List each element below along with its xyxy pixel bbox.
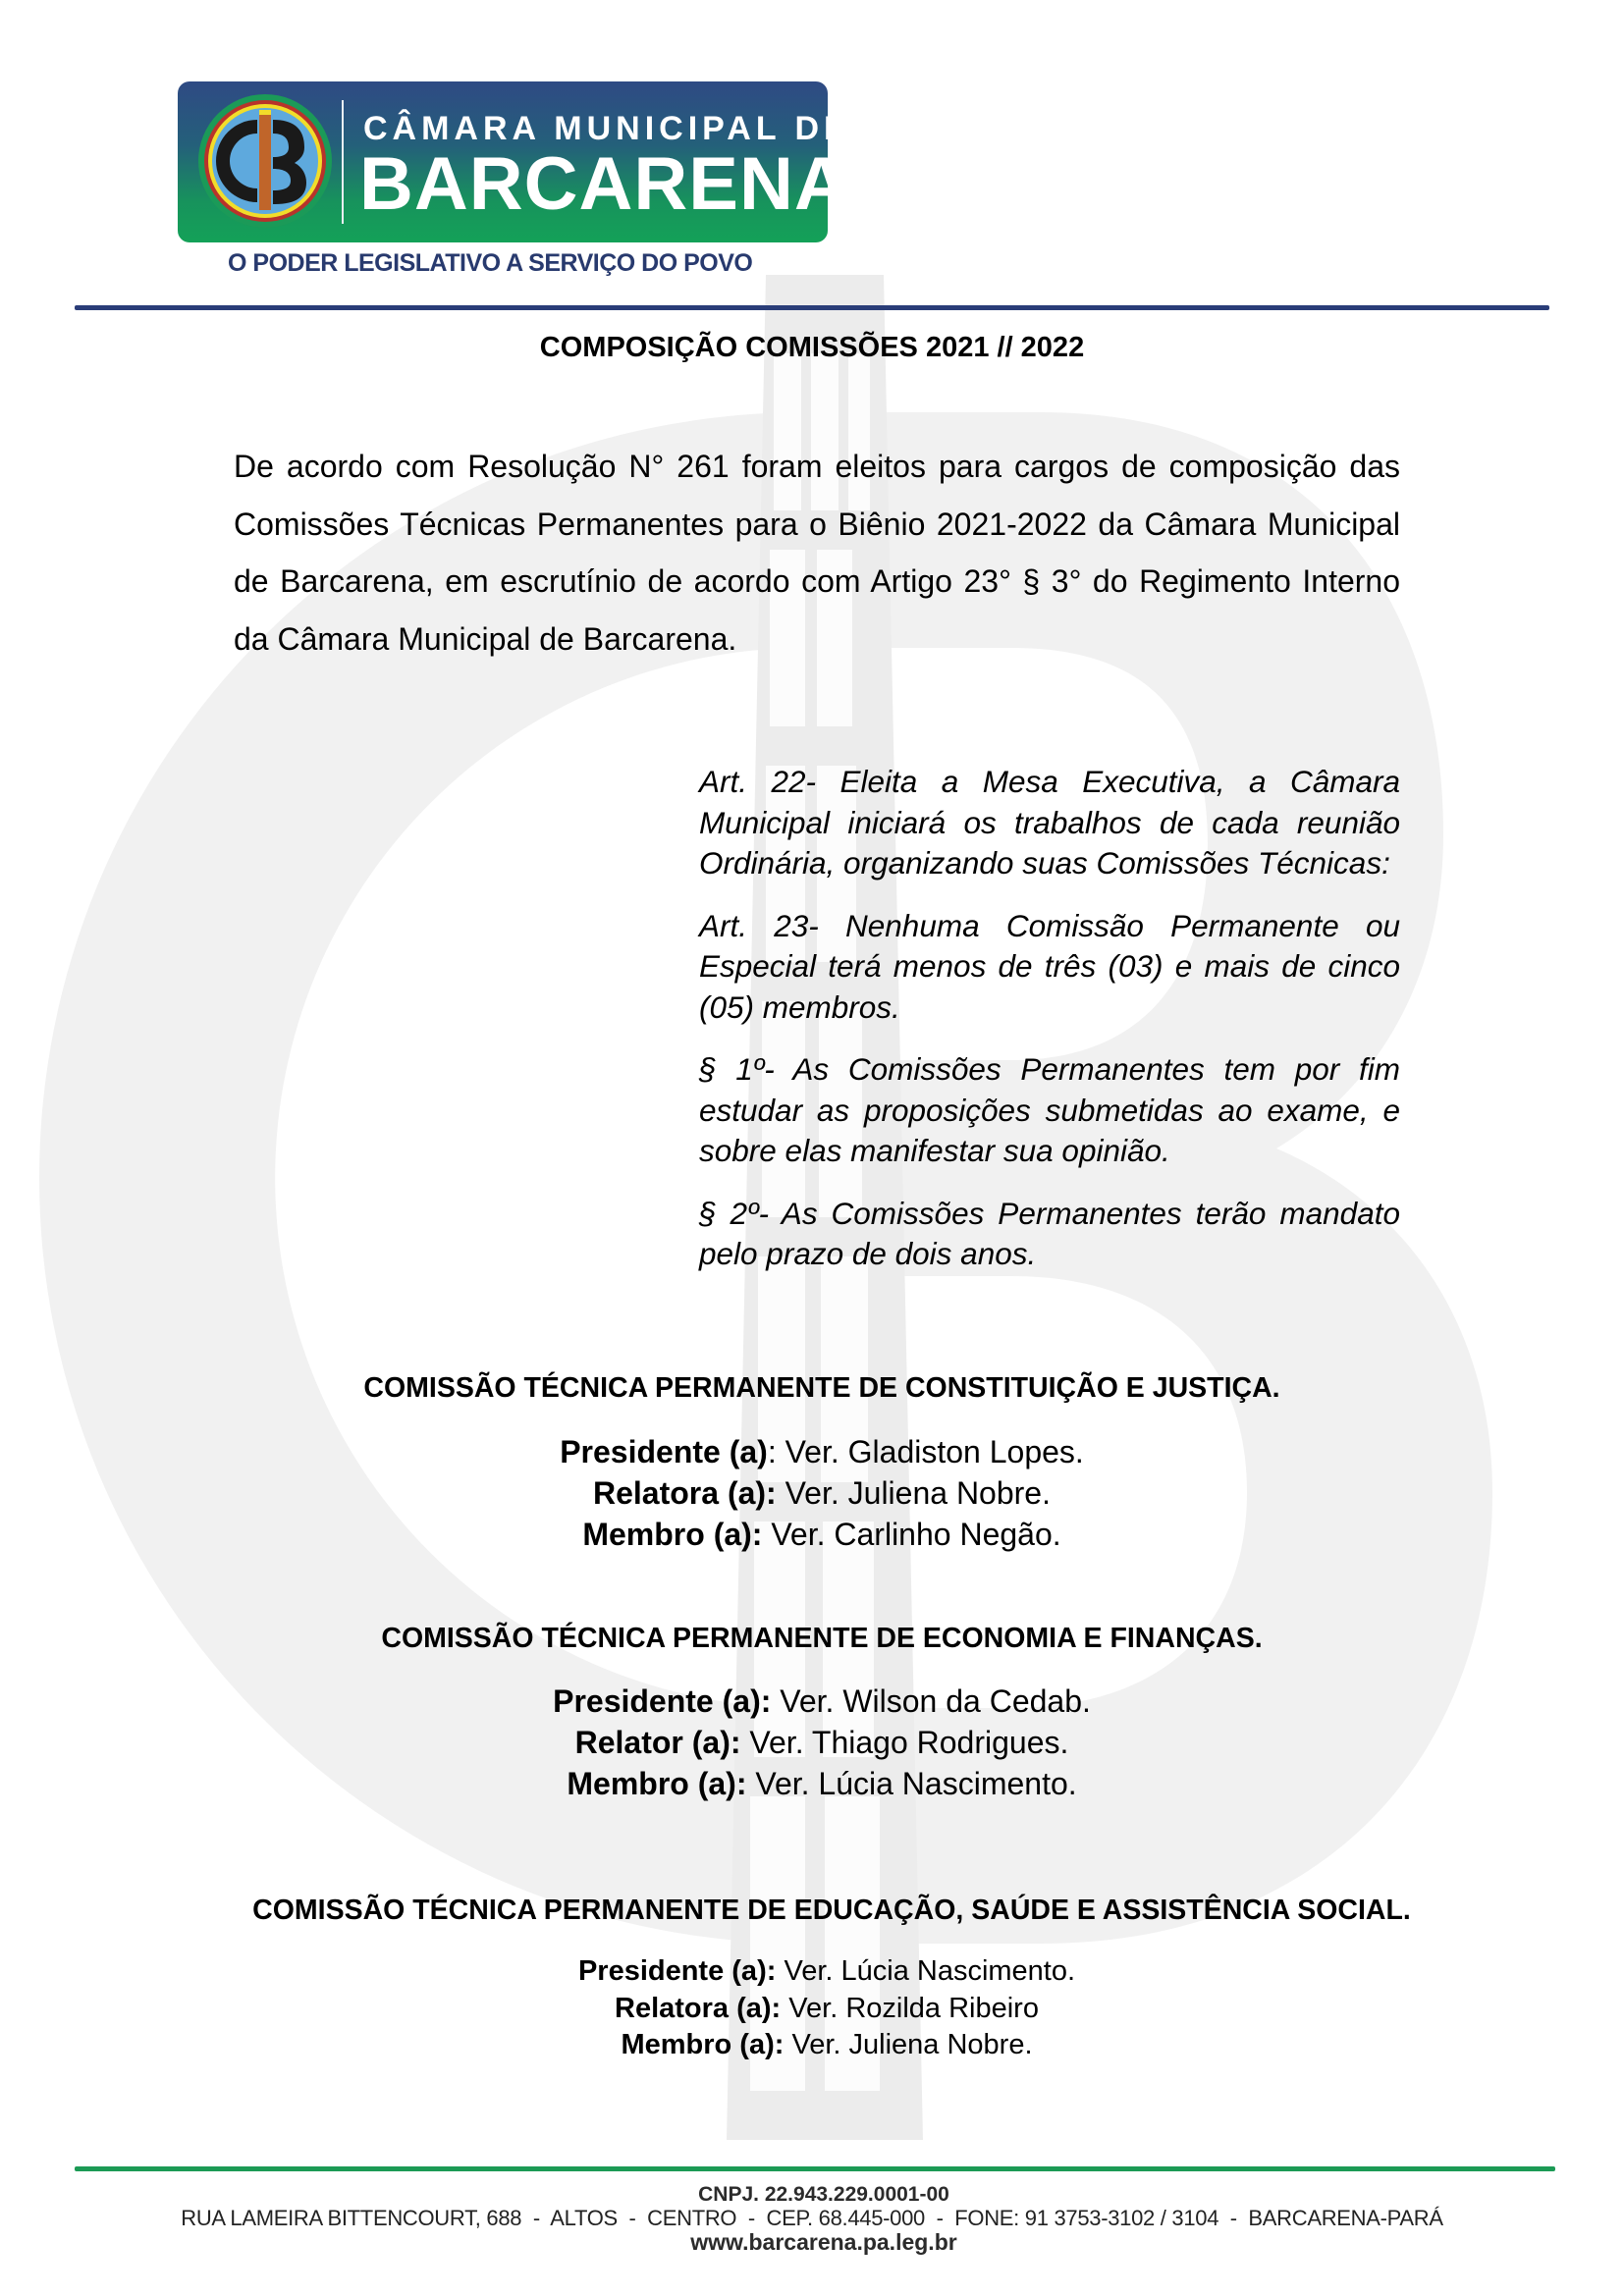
document-title: COMPOSIÇÃO COMISSÕES 2021 // 2022 (539, 332, 1085, 363)
header-divider (75, 305, 1549, 310)
member-name: Ver. Lúcia Nascimento. (755, 1766, 1077, 1801)
committee-title: COMISSÃO TÉCNICA PERMANENTE DE CONSTITUIÇÃO E JUSTIÇA. (363, 1372, 1280, 1404)
member-role: Relator (a): (574, 1725, 741, 1760)
logo-line1: CÂMARA MUNICIPAL DE (363, 110, 851, 147)
member-row (10, 1681, 1624, 1722)
regiment-quote (699, 762, 1400, 1297)
member-row (15, 1991, 1624, 2028)
footer-cnpj: CNPJ. 22.943.229.0001-00 (698, 2183, 949, 2206)
member-separator: : (767, 1434, 785, 1469)
member-name: Ver. Thiago Rodrigues. (749, 1725, 1069, 1760)
member-role: Presidente (a): (553, 1683, 772, 1719)
committee-title: COMISSÃO TÉCNICA PERMANENTE DE EDUCAÇÃO, SAÚDE E ASSISTÊNCIA SOCIAL. (252, 1895, 1411, 1926)
intro-paragraph: De acordo com Resolução N° 261 foram eleitos para cargos de composição das Comissões Técnicas Permanentes para o Biênio 2021-2022 da Câmara Municipal de Barcarena, em escrutínio de acordo com Artigo 23° § 3° do Regimento Interno da Câmara Municipal de Barcarena. (234, 449, 1400, 657)
paragraph-1: § 1º- As Comissões Permanentes tem por fim estudar as proposições submetidas ao exame, e sobre elas manifestar sua opinião. (699, 1051, 1400, 1168)
committee-title: COMISSÃO TÉCNICA PERMANENTE DE ECONOMIA E FINANÇAS. (381, 1623, 1263, 1654)
member-separator (777, 1475, 785, 1511)
logo-line2: BARCARENA (359, 142, 849, 226)
member-row (10, 1514, 1624, 1555)
article-23: Art. 23- Nenhuma Comissão Permanente ou Especial terá menos de três (03) e mais de cinco (05) membros. (699, 907, 1400, 1025)
logo-divider (342, 100, 344, 224)
member-role: Relatora (a): (593, 1475, 777, 1511)
member-row (10, 1763, 1624, 1804)
footer-divider (75, 2166, 1555, 2171)
committee-members (10, 1681, 1624, 1804)
member-name: Ver. Wilson da Cedab. (780, 1683, 1091, 1719)
member-name: Ver. Juliena Nobre. (785, 1475, 1051, 1511)
member-row (15, 1953, 1624, 1991)
member-role: Membro (a): (567, 1766, 747, 1801)
committee-members (10, 1431, 1624, 1555)
footer-address: RUA LAMEIRA BITTENCOURT, 688 - ALTOS - CENTRO - CEP. 68.445-000 - FONE: 91 3753-3102 / 3104 - BARCARENA-PARÁ (181, 2206, 1443, 2230)
member-row (10, 1722, 1624, 1763)
article-22: Art. 22- Eleita a Mesa Executiva, a Câmara Municipal iniciará os trabalhos de cada reunião Ordinária, organizando suas Comissões Técnicas: (699, 764, 1400, 881)
member-name: Ver. Juliena Nobre. (791, 2029, 1033, 2060)
member-row (15, 2027, 1624, 2064)
member-row (10, 1431, 1624, 1472)
member-name: Ver. Gladiston Lopes. (785, 1434, 1084, 1469)
member-name: Ver. Carlinho Negão. (771, 1517, 1061, 1552)
emblem-logo-icon (196, 92, 334, 230)
footer-url: www.barcarena.pa.leg.br (690, 2229, 957, 2255)
member-role: Relatora (a): (615, 1992, 782, 2024)
member-name: Ver. Rozilda Ribeiro (788, 1992, 1039, 2024)
committee-members (15, 1953, 1624, 2064)
paragraph-2: § 2º- As Comissões Permanentes terão mandato pelo prazo de dois anos. (699, 1195, 1400, 1271)
logo-tagline: O PODER LEGISLATIVO A SERVIÇO DO POVO (228, 249, 753, 277)
member-separator (762, 1517, 771, 1552)
member-role: Presidente (a): (577, 1955, 777, 1987)
member-name: Ver. Lúcia Nascimento. (784, 1955, 1076, 1987)
member-role: Presidente (a) (560, 1434, 768, 1469)
member-role: Membro (a): (582, 1517, 763, 1552)
member-separator (771, 1683, 780, 1719)
member-role: Membro (a): (621, 2029, 785, 2060)
member-row (10, 1472, 1624, 1514)
